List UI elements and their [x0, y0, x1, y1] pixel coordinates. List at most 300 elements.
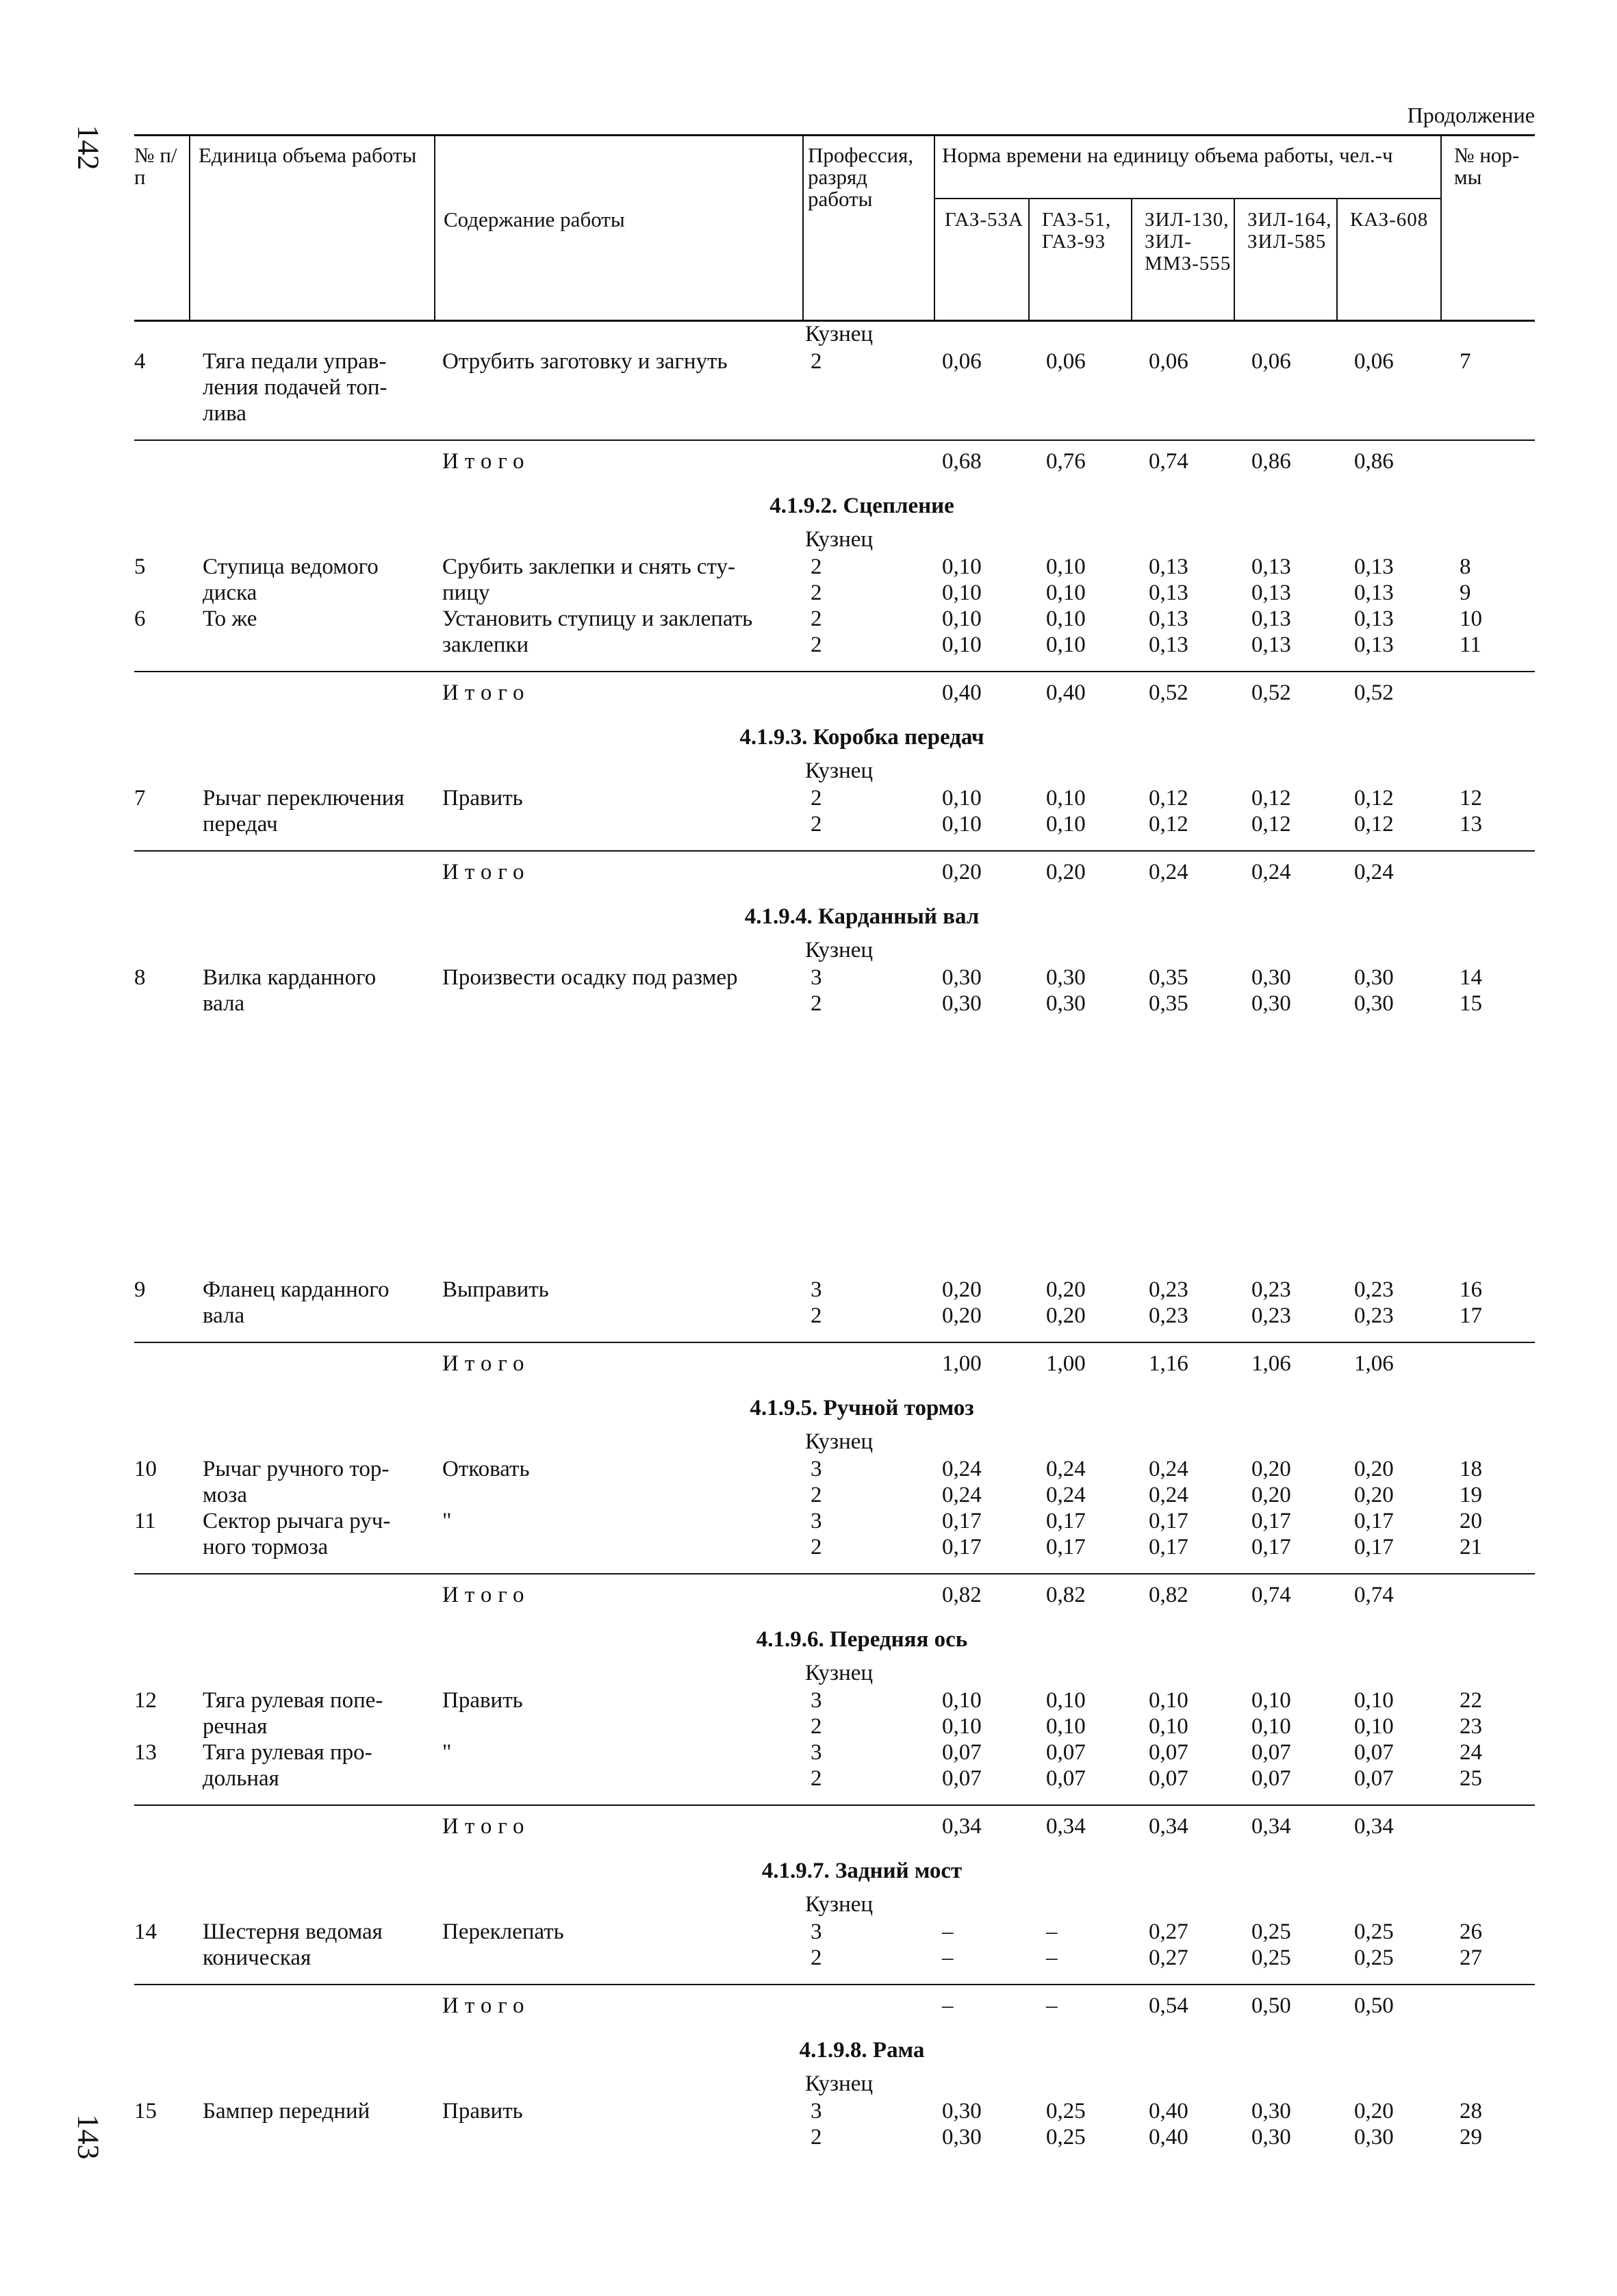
- norm-value: 0,23: [1354, 1303, 1394, 1328]
- total-value: 0,40: [942, 680, 982, 705]
- section-title: 4.1.9.6. Передняя ось: [756, 1627, 968, 1652]
- norm-code: 24: [1460, 1740, 1482, 1765]
- norm-value: 0,10: [1046, 607, 1086, 631]
- total-value: 0,24: [1354, 860, 1394, 884]
- norm-value: 0,10: [942, 812, 982, 837]
- total-value: 0,82: [1046, 1583, 1086, 1607]
- norm-value: 0,10: [1251, 1688, 1291, 1713]
- norm-value: 0,10: [942, 633, 982, 657]
- norm-value: 0,07: [1251, 1740, 1291, 1765]
- total-value: 0,52: [1149, 680, 1188, 705]
- table-row: [134, 1766, 1535, 1792]
- norm-value: 0,25: [1251, 1946, 1291, 1970]
- header-vehicle: ГАЗ-51, ГАЗ-93: [1042, 209, 1112, 253]
- profession-label: Кузнец: [805, 527, 874, 552]
- work-content: Установить ступицу и заклепать: [442, 607, 753, 631]
- grade: 2: [811, 1714, 822, 1739]
- work-content: Править: [442, 786, 523, 811]
- total-label: Итого: [442, 680, 531, 705]
- section-title: 4.1.9.2. Сцепление: [769, 494, 954, 518]
- grade: 2: [811, 786, 822, 811]
- table-row: [134, 1303, 1535, 1329]
- grade: 2: [811, 554, 822, 579]
- norm-value: 0,30: [1251, 991, 1291, 1016]
- table-row: [134, 991, 1535, 1017]
- norm-value: 0,25: [1046, 2099, 1086, 2123]
- section-title: 4.1.9.5. Ручной тормоз: [750, 1396, 974, 1420]
- table-row: [134, 1714, 1535, 1740]
- norm-code: 16: [1460, 1277, 1482, 1302]
- work-unit: Ступица ведомого: [203, 554, 379, 579]
- work-content: Произвести осадку под размер: [442, 965, 738, 990]
- norm-value: 0,13: [1354, 633, 1394, 657]
- table-row: [134, 2125, 1535, 2151]
- total-value: –: [1046, 1993, 1058, 2018]
- table-row: [134, 401, 1535, 427]
- work-content: Выправить: [442, 1277, 549, 1302]
- grade: 3: [811, 2099, 822, 2123]
- work-unit: Рычаг ручного тор-: [203, 1457, 390, 1481]
- total-value: 0,34: [1046, 1814, 1086, 1839]
- norm-value: 0,12: [1251, 812, 1291, 837]
- table-row: [134, 1277, 1535, 1303]
- norm-value: 0,13: [1251, 607, 1291, 631]
- norm-value: 0,10: [1354, 1714, 1394, 1739]
- continuation-label: Продолжение: [1407, 103, 1535, 127]
- norm-value: 0,07: [1354, 1766, 1394, 1791]
- row-number: 15: [134, 2099, 157, 2123]
- grade: 3: [811, 1919, 822, 1944]
- total-value: 0,24: [1251, 860, 1291, 884]
- blank-space: [134, 1017, 1535, 1277]
- work-unit: Сектор рычага руч-: [203, 1509, 391, 1533]
- norm-value: 0,24: [1046, 1457, 1086, 1481]
- norm-code: 9: [1460, 581, 1471, 605]
- norm-value: 0,17: [1354, 1509, 1394, 1533]
- work-unit: диска: [203, 581, 257, 605]
- norm-code: 28: [1460, 2099, 1482, 2123]
- norm-code: 29: [1460, 2125, 1482, 2150]
- norm-value: 0,17: [1046, 1509, 1086, 1533]
- norm-value: 0,10: [1046, 581, 1086, 605]
- norm-value: 0,06: [1354, 349, 1394, 374]
- table-row: [134, 633, 1535, 659]
- norm-value: 0,27: [1149, 1919, 1188, 1944]
- table-row: [134, 1483, 1535, 1509]
- norm-value: 0,13: [1251, 554, 1291, 579]
- total-value: 0,52: [1251, 680, 1291, 705]
- section: [134, 895, 1535, 1387]
- norm-value: 0,13: [1149, 607, 1188, 631]
- norm-code: 17: [1460, 1303, 1482, 1328]
- norm-value: 0,10: [942, 607, 982, 631]
- work-unit: То же: [203, 607, 257, 631]
- total-value: 0,82: [1149, 1583, 1188, 1607]
- norm-value: 0,40: [1149, 2099, 1188, 2123]
- table-row: [134, 375, 1535, 401]
- norm-value: 0,23: [1354, 1277, 1394, 1302]
- norm-value: 0,30: [1251, 965, 1291, 990]
- norm-value: 0,20: [1251, 1483, 1291, 1507]
- grade: 2: [811, 633, 822, 657]
- total-row: [134, 1343, 1535, 1387]
- norm-value: 0,30: [1046, 965, 1086, 990]
- norm-value: 0,07: [1149, 1766, 1188, 1791]
- norm-code: 7: [1460, 349, 1471, 374]
- norm-value: –: [942, 1946, 954, 1970]
- work-unit: речная: [203, 1714, 268, 1739]
- norm-value: 0,24: [942, 1483, 982, 1507]
- total-label: Итого: [442, 860, 531, 884]
- total-value: 0,20: [942, 860, 982, 884]
- total-value: 0,20: [1046, 860, 1086, 884]
- grade: 2: [811, 812, 822, 837]
- section-title: 4.1.9.8. Рама: [799, 2038, 925, 2063]
- profession-label: Кузнец: [805, 938, 874, 962]
- work-content: Срубить заклепки и снять сту-: [442, 554, 735, 579]
- section-title: 4.1.9.4. Карданный вал: [744, 904, 980, 929]
- norm-value: 0,10: [1149, 1688, 1188, 1713]
- work-unit: дольная: [203, 1766, 279, 1791]
- total-row: [134, 852, 1535, 895]
- header-subline: [934, 198, 1440, 199]
- table-row: [134, 607, 1535, 633]
- total-value: 1,00: [942, 1351, 982, 1376]
- grade: 3: [811, 965, 822, 990]
- row-number: 11: [134, 1509, 156, 1533]
- work-unit: коническая: [203, 1946, 311, 1970]
- norm-value: 0,23: [1149, 1277, 1188, 1302]
- work-unit: передач: [203, 812, 278, 837]
- table-row: [134, 1919, 1535, 1946]
- grade: 3: [811, 1688, 822, 1713]
- norm-value: –: [1046, 1946, 1058, 1970]
- norm-value: 0,13: [1149, 554, 1188, 579]
- norm-code: 8: [1460, 554, 1471, 579]
- total-row: [134, 441, 1535, 485]
- total-value: 0,34: [1149, 1814, 1188, 1839]
- norm-value: 0,13: [1251, 633, 1291, 657]
- norm-value: 0,20: [1354, 1457, 1394, 1481]
- work-content: заклепки: [442, 633, 529, 657]
- norm-value: 0,12: [1354, 812, 1394, 837]
- section-title: 4.1.9.7. Задний мост: [761, 1859, 963, 1883]
- norm-value: 0,17: [1149, 1509, 1188, 1533]
- norm-value: 0,30: [1354, 991, 1394, 1016]
- norm-code: 25: [1460, 1766, 1482, 1791]
- profession-row: [134, 1661, 1535, 1688]
- profession-row: [134, 322, 1535, 349]
- norm-value: 0,25: [1354, 1919, 1394, 1944]
- norm-value: 0,30: [1251, 2125, 1291, 2150]
- work-unit: Вилка карданного: [203, 965, 377, 990]
- grade: 2: [811, 1946, 822, 1970]
- norm-value: 0,20: [1354, 2099, 1394, 2123]
- section: [134, 485, 1535, 716]
- norm-value: 0,07: [1354, 1740, 1394, 1765]
- row-number: 8: [134, 965, 146, 990]
- norm-value: 0,07: [1149, 1740, 1188, 1765]
- grade: 2: [811, 1766, 822, 1791]
- norm-value: 0,24: [1149, 1457, 1188, 1481]
- grade: 3: [811, 1457, 822, 1481]
- work-unit: моза: [203, 1483, 248, 1507]
- norm-value: 0,10: [1046, 786, 1086, 811]
- work-content: Переклепать: [442, 1919, 564, 1944]
- profession-label: Кузнец: [805, 1429, 874, 1454]
- norm-code: 22: [1460, 1688, 1482, 1713]
- total-value: 1,00: [1046, 1351, 1086, 1376]
- norm-value: 0,07: [942, 1766, 982, 1791]
- table-row: [134, 581, 1535, 607]
- norm-value: 0,12: [1149, 786, 1188, 811]
- total-value: 0,34: [1251, 1814, 1291, 1839]
- norm-value: 0,17: [942, 1509, 982, 1533]
- norm-code: 23: [1460, 1714, 1482, 1739]
- norm-code: 18: [1460, 1457, 1482, 1481]
- header-divider: [1336, 198, 1338, 320]
- section-title: 4.1.9.3. Коробка передач: [739, 725, 984, 750]
- total-value: 0,68: [942, 449, 982, 474]
- norm-value: 0,12: [1354, 786, 1394, 811]
- table-row: [134, 349, 1535, 375]
- norm-value: –: [942, 1919, 954, 1944]
- norm-code: 20: [1460, 1509, 1482, 1533]
- total-value: 0,86: [1354, 449, 1394, 474]
- norm-value: 0,06: [942, 349, 982, 374]
- norm-value: 0,13: [1251, 581, 1291, 605]
- norm-value: 0,30: [1251, 2099, 1291, 2123]
- norm-value: 0,35: [1149, 991, 1188, 1016]
- total-value: 1,06: [1354, 1351, 1394, 1376]
- norm-value: 0,07: [1046, 1740, 1086, 1765]
- total-value: 0,50: [1354, 1993, 1394, 2018]
- total-row: [134, 1806, 1535, 1850]
- grade: 2: [811, 349, 822, 374]
- norm-value: 0,24: [942, 1457, 982, 1481]
- norm-value: 0,30: [942, 2125, 982, 2150]
- norm-value: 0,40: [1149, 2125, 1188, 2150]
- profession-label: Кузнец: [805, 2071, 874, 2096]
- grade: 2: [811, 991, 822, 1016]
- total-value: 0,54: [1149, 1993, 1188, 2018]
- norm-value: 0,06: [1046, 349, 1086, 374]
- table-row: [134, 1457, 1535, 1483]
- total-label: Итого: [442, 1993, 531, 2018]
- section: [134, 1387, 1535, 1618]
- total-value: 0,74: [1251, 1583, 1291, 1607]
- total-row: [134, 1574, 1535, 1618]
- total-value: 0,34: [1354, 1814, 1394, 1839]
- norm-value: 0,30: [1354, 965, 1394, 990]
- norm-code: 11: [1460, 633, 1481, 657]
- norm-value: 0,30: [1046, 991, 1086, 1016]
- norm-value: 0,30: [942, 2099, 982, 2123]
- norm-value: 0,13: [1149, 581, 1188, 605]
- norm-code: 26: [1460, 1919, 1482, 1944]
- grade: 2: [811, 1303, 822, 1328]
- norm-value: 0,06: [1149, 349, 1188, 374]
- row-number: 12: [134, 1688, 157, 1713]
- norm-value: 0,20: [1046, 1303, 1086, 1328]
- norm-value: 0,13: [1149, 633, 1188, 657]
- profession-row: [134, 758, 1535, 786]
- norm-value: 0,10: [1046, 1688, 1086, 1713]
- header-num: № п/п: [134, 143, 177, 189]
- total-value: 0,74: [1354, 1583, 1394, 1607]
- header-unit: Единица объема работы: [199, 143, 417, 167]
- total-value: 0,76: [1046, 449, 1086, 474]
- norm-value: 0,10: [942, 786, 982, 811]
- table-body: [134, 322, 1535, 2151]
- table-row: [134, 554, 1535, 581]
- work-unit: Фланец карданного: [203, 1277, 390, 1302]
- table-row: [134, 1509, 1535, 1535]
- norm-value: 0,17: [1149, 1535, 1188, 1559]
- norm-code: 13: [1460, 812, 1482, 837]
- norm-value: 0,20: [942, 1303, 982, 1328]
- work-unit: Рычаг переключения: [203, 786, 405, 811]
- norm-value: 0,10: [942, 581, 982, 605]
- norm-code: 21: [1460, 1535, 1482, 1559]
- norm-value: –: [1046, 1919, 1058, 1944]
- norm-value: 0,10: [1354, 1688, 1394, 1713]
- header-divider: [434, 136, 435, 320]
- norm-value: 0,10: [1046, 633, 1086, 657]
- norm-value: 0,12: [1251, 786, 1291, 811]
- profession-label: Кузнец: [805, 758, 874, 783]
- total-value: 0,74: [1149, 449, 1188, 474]
- table-row: [134, 812, 1535, 838]
- norm-code: 27: [1460, 1946, 1482, 1970]
- norm-value: 0,30: [1354, 2125, 1394, 2150]
- total-value: –: [942, 1993, 954, 2018]
- profession-row: [134, 527, 1535, 554]
- table-row: [134, 2099, 1535, 2125]
- table-header: [134, 134, 1535, 322]
- norm-value: 0,17: [1354, 1535, 1394, 1559]
- section: [134, 1850, 1535, 2029]
- header-profession: Профессия, разряд работы: [808, 143, 914, 211]
- total-value: 0,50: [1251, 1993, 1291, 2018]
- work-unit: Бампер передний: [203, 2099, 370, 2123]
- work-unit: вала: [203, 1303, 245, 1328]
- norm-value: 0,25: [1354, 1946, 1394, 1970]
- header-divider: [1131, 198, 1132, 320]
- grade: 3: [811, 1509, 822, 1533]
- total-label: Итого: [442, 1814, 531, 1839]
- work-unit: ного тормоза: [203, 1535, 329, 1559]
- row-number: 4: [134, 349, 146, 374]
- work-content: Отковать: [442, 1457, 530, 1481]
- total-value: 0,82: [942, 1583, 982, 1607]
- work-unit: вала: [203, 991, 245, 1016]
- table-row: [134, 786, 1535, 812]
- norm-value: 0,10: [1251, 1714, 1291, 1739]
- work-content: Править: [442, 1688, 523, 1713]
- row-number: 14: [134, 1919, 157, 1944]
- norm-value: 0,13: [1354, 607, 1394, 631]
- section: [134, 322, 1535, 485]
- norm-value: 0,23: [1251, 1277, 1291, 1302]
- table-row: [134, 1535, 1535, 1561]
- norm-code: 19: [1460, 1483, 1482, 1507]
- total-value: 1,16: [1149, 1351, 1188, 1376]
- work-unit: Шестерня ведомая: [203, 1919, 383, 1944]
- norm-code: 14: [1460, 965, 1482, 990]
- row-number: 13: [134, 1740, 157, 1765]
- norm-code: 12: [1460, 786, 1482, 811]
- norm-value: 0,17: [1251, 1509, 1291, 1533]
- header-divider: [1440, 136, 1442, 320]
- section: [134, 2029, 1535, 2151]
- norm-value: 0,25: [1046, 2125, 1086, 2150]
- page-number-bottom: 143: [71, 2114, 105, 2160]
- norm-value: 0,24: [1149, 1483, 1188, 1507]
- work-unit: Тяга рулевая попе-: [203, 1688, 383, 1713]
- norm-value: 0,23: [1251, 1303, 1291, 1328]
- norm-value: 0,17: [942, 1535, 982, 1559]
- header-divider: [1028, 198, 1030, 320]
- header-vehicle: ЗИЛ-130, ЗИЛ-ММЗ-555: [1145, 209, 1232, 275]
- norm-code: 10: [1460, 607, 1482, 631]
- total-row: [134, 672, 1535, 716]
- header-divider: [802, 136, 804, 320]
- work-unit: Тяга рулевая про-: [203, 1740, 372, 1765]
- profession-row: [134, 2071, 1535, 2099]
- total-label: Итого: [442, 1351, 531, 1376]
- norm-value: 0,17: [1046, 1535, 1086, 1559]
- header-vehicle: ГАЗ-53А: [945, 209, 1023, 231]
- total-value: 0,52: [1354, 680, 1394, 705]
- table-row: [134, 965, 1535, 991]
- norm-value: 0,12: [1149, 812, 1188, 837]
- profession-label: Кузнец: [805, 322, 874, 346]
- total-value: 0,24: [1149, 860, 1188, 884]
- profession-label: Кузнец: [805, 1661, 874, 1685]
- total-value: 1,06: [1251, 1351, 1291, 1376]
- header-divider: [1234, 198, 1235, 320]
- norm-value: 0,10: [1046, 554, 1086, 579]
- profession-row: [134, 1429, 1535, 1457]
- total-label: Итого: [442, 1583, 531, 1607]
- norm-value: 0,30: [942, 991, 982, 1016]
- grade: 2: [811, 581, 822, 605]
- table-row: [134, 1946, 1535, 1972]
- norm-value: 0,13: [1354, 554, 1394, 579]
- norm-code: 15: [1460, 991, 1482, 1016]
- norm-value: 0,24: [1046, 1483, 1086, 1507]
- row-number: 5: [134, 554, 146, 579]
- norms-table: [134, 134, 1535, 2151]
- work-unit: лива: [203, 401, 246, 426]
- norm-value: 0,07: [1046, 1766, 1086, 1791]
- profession-label: Кузнец: [805, 1892, 874, 1917]
- norm-value: 0,20: [942, 1277, 982, 1302]
- total-row: [134, 1985, 1535, 2029]
- grade: 2: [811, 1483, 822, 1507]
- row-number: 6: [134, 607, 146, 631]
- work-unit: ления подачей топ-: [203, 375, 387, 400]
- norm-value: 0,10: [942, 1714, 982, 1739]
- norm-value: 0,13: [1354, 581, 1394, 605]
- norm-value: 0,20: [1046, 1277, 1086, 1302]
- profession-row: [134, 938, 1535, 965]
- header-norm: Норма времени на единицу объема работы, чел.-ч: [942, 143, 1393, 167]
- norm-value: 0,07: [1251, 1766, 1291, 1791]
- header-vehicle: КАЗ-608: [1350, 209, 1429, 231]
- section: [134, 716, 1535, 895]
